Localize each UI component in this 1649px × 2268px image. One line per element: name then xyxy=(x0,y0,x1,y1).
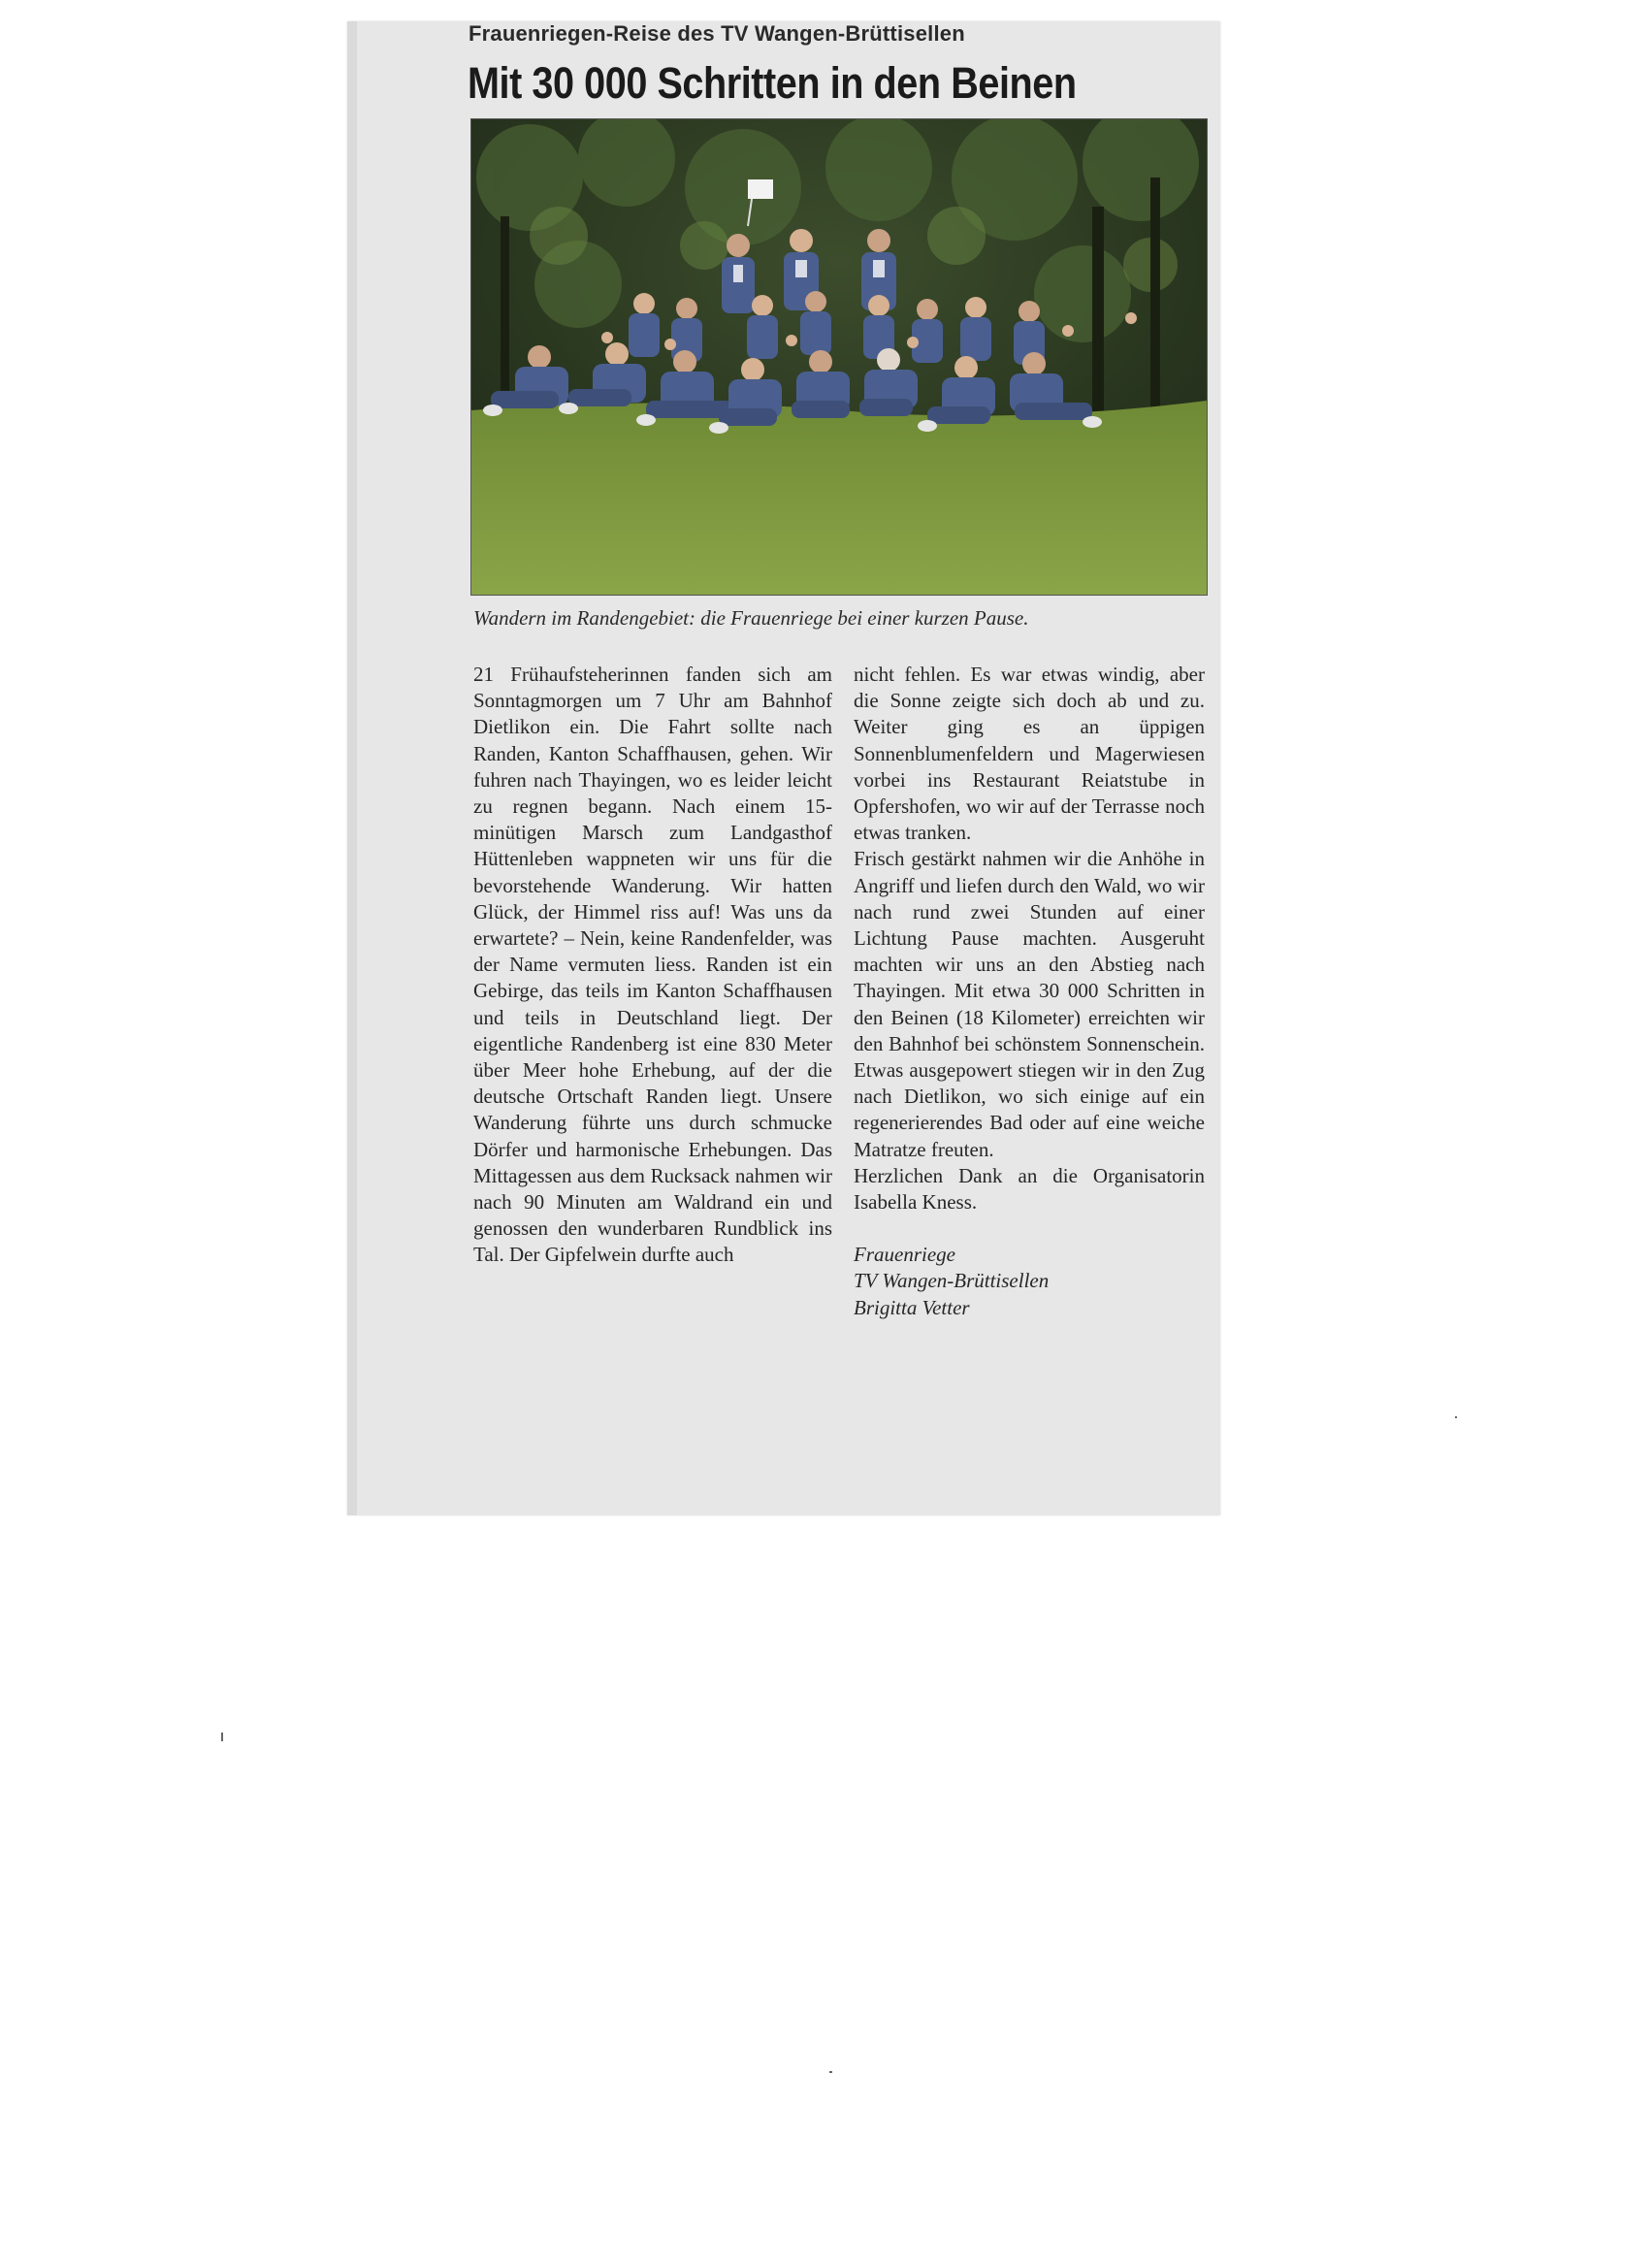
signature-line: Frauenriege xyxy=(854,1243,955,1267)
newspaper-clipping xyxy=(347,21,1220,1515)
body-paragraph: 21 Frühaufsteherinnen fanden sich am Sonntagmorgen um 7 Uhr am Bahnhof Dietlikon ein. Die Fahrt sollte nach Randen, Kanton Schaffhausen, gehen. Wir fuhren nach Thayingen, wo es leider leicht zu regnen begann. Nach einem 15-minütigen Marsch zum Landgasthof Hüttenleben wappneten wir uns für die bevorstehende Wanderung. Wir hatten Glück, der Himmel riss auf! Was uns da erwartete? – Nein, keine Randenfelder, was der Name vermuten liess. Randen ist ein Gebirge, das teils im Kanton Schaffhausen und teils in Deutschland liegt. Der eigentliche Randenberg ist eine 830 Meter über Meer hohe Erhebung, auf der die deutsche Ortschaft Randen liegt. Unsere Wanderung führte uns durch schmucke Dörfer und harmonische Erhebungen. Das Mittagessen aus dem Rucksack nahmen wir nach 90 Minuten am Waldrand ein und genossen den wunderbaren Rundblick ins Tal. Der Gipfelwein durfte auch xyxy=(473,663,832,1267)
article-body-right-column xyxy=(854,662,1205,1321)
scan-speck xyxy=(829,2071,832,2073)
article-signature xyxy=(854,1242,1205,1321)
signature-line: TV Wangen-Brüttisellen xyxy=(854,1269,1050,1293)
body-paragraph: Frisch gestärkt nahmen wir die Anhöhe in Angriff und liefen durch den Wald, wo wir nach rund zwei Stunden auf einer Lichtung Pause machten. Ausgeruht machten wir uns an den Abstieg nach Thayingen. Mit etwa 30 000 Schritten in den Beinen (18 Kilometer) erreichten wir den Bahnhof bei schönstem Sonnenschein. Etwas ausgepowert stiegen wir in den Zug nach Dietlikon, wo sich einige auf ein regenerierendes Bad oder auf eine weiche Matratze freuten. xyxy=(854,847,1205,1161)
article-headline: Mit 30 000 Schritten in den Beinen xyxy=(468,58,1077,108)
scan-speck xyxy=(1455,1416,1457,1418)
article-body-left-column xyxy=(473,662,832,1269)
photo-caption: Wandern im Randengebiet: die Frauenriege bei einer kurzen Pause. xyxy=(473,606,1029,630)
signature-line: Brigitta Vetter xyxy=(854,1295,970,1319)
body-paragraph: Herzlichen Dank an die Organisatorin Isabella Kness. xyxy=(854,1163,1205,1215)
scan-speck xyxy=(221,1733,223,1741)
group-photo-illustration xyxy=(471,119,1207,595)
group-photo xyxy=(470,118,1208,596)
article-kicker: Frauenriegen-Reise des TV Wangen-Brüttisellen xyxy=(469,21,965,46)
body-paragraph: nicht fehlen. Es war etwas windig, aber die Sonne zeigte sich doch ab und zu. Weiter ging es an üppigen Sonnenblumenfeldern und Magerwiesen vorbei ins Restaurant Reiatstube in Opfershofen, wo wir auf der Terrasse noch etwas tranken. xyxy=(854,663,1205,845)
